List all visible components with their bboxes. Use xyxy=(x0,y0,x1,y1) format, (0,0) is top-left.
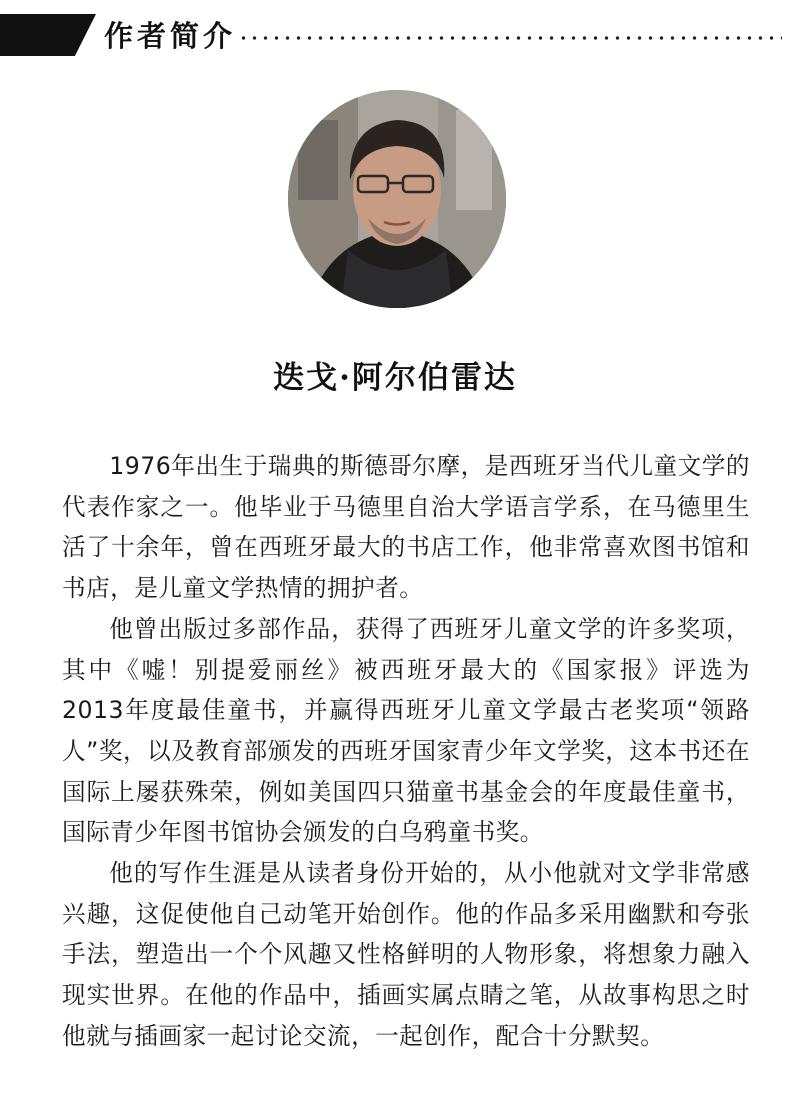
bio-paragraph: 他的写作生涯是从读者身份开始的，从小他就对文学非常感兴趣，这促使他自己动笔开始创作。他的作品多采用幽默和夸张手法，塑造出一个个风趣又性格鲜明的人物形象，将想象力融入现实世界。在他的作品中，插画实属点睛之笔，从故事构思之时他就与插画家一起讨论交流，一起创作，配合十分默契。 xyxy=(62,859,750,1050)
header-black-tab xyxy=(0,14,96,56)
author-name: 迭戈·阿尔伯雷达 xyxy=(273,360,517,396)
section-header xyxy=(0,0,790,56)
author-photo xyxy=(288,90,506,308)
author-bio xyxy=(62,446,750,1057)
bio-paragraph: 他曾出版过多部作品，获得了西班牙儿童文学的许多奖项，其中《嘘！别提爱丽丝》被西班牙最大的《国家报》评选为2013年度最佳童书，并赢得西班牙儿童文学最古老奖项“领路人”奖，以及教育部颁发的西班牙国家青少年文学奖，这本书还在国际上屡获殊荣，例如美国四只猫童书基金会的年度最佳童书，国际青少年图书馆协会颁发的白乌鸦童书奖。 xyxy=(62,614,750,847)
section-title: 作者简介 xyxy=(104,19,237,53)
author-portrait xyxy=(288,90,506,308)
bio-paragraph: 1976年出生于瑞典的斯德哥尔摩，是西班牙当代儿童文学的代表作家之一。他毕业于马德里自治大学语言学系，在马德里生活了十余年，曾在西班牙最大的书店工作，他非常喜欢图书馆和书店，是儿童文学热情的拥护者。 xyxy=(62,452,750,603)
dotted-divider xyxy=(238,36,782,40)
